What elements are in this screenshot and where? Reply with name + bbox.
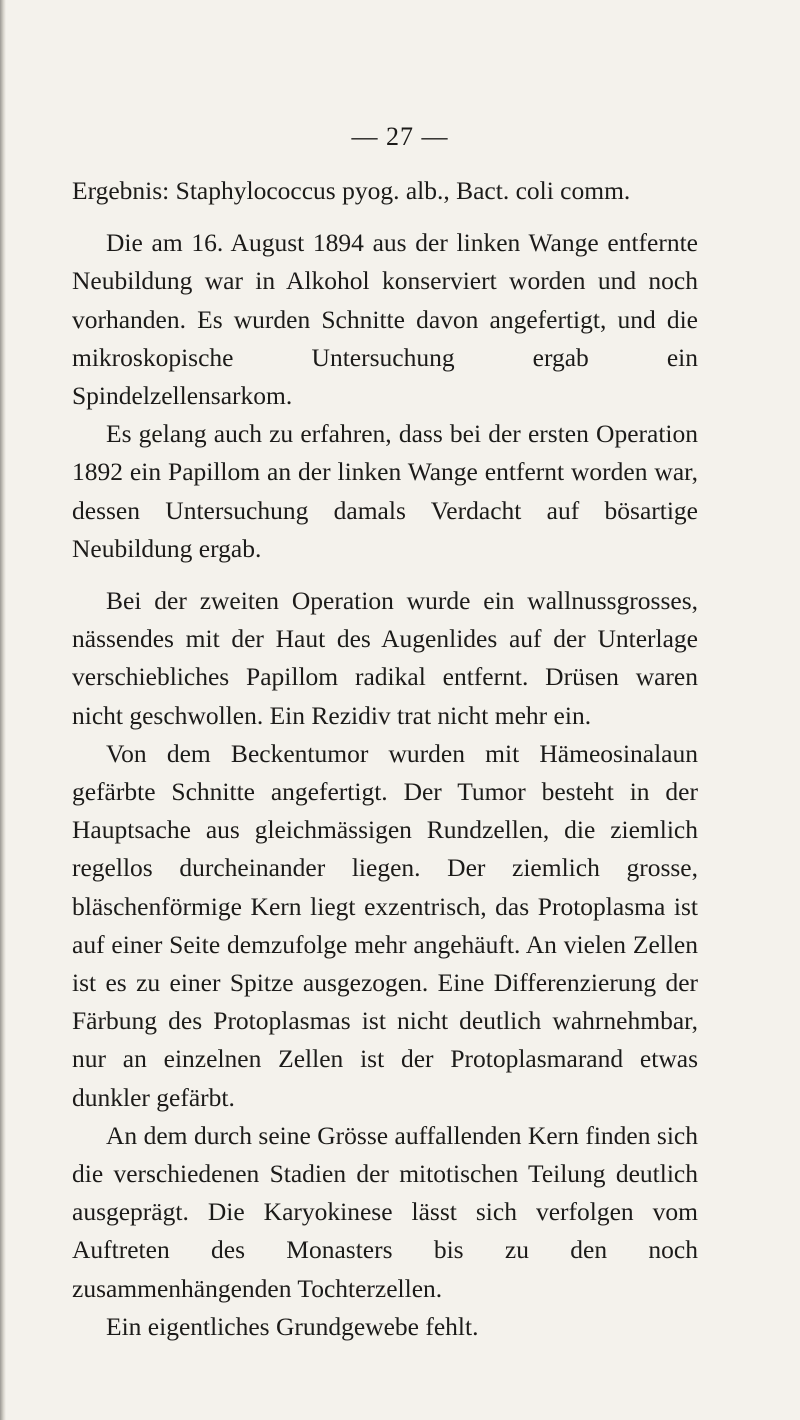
paragraph-second-operation: Bei der zweiten Operation wurde ein wallnussgrosses, nässendes mit der Haut des Augenlides auf der Unterlage verschiebliches Papillom radikal entfernt. Drüsen waren nicht geschwollen. Ein Rezidiv trat nicht mehr ein. — [72, 586, 698, 730]
paragraph-ground-tissue: Ein eigentliches Grundgewebe fehlt. — [106, 1311, 479, 1341]
paragraph-neoplasm: Die am 16. August 1894 aus der linken Wange entfernte Neubildung war in Alkohol konserviert worden und noch vorhanden. Es wurden Schnitte davon angefertigt, und die mikroskopische Untersuchung ergab ein Spindelzellensarkom. — [72, 228, 698, 411]
paragraph-nucleus: An dem durch seine Grösse auffallenden Kern finden sich die verschiedenen Stadien der mitotischen Teilung deutlich ausgeprägt. Die Karyokinese lässt sich verfolgen vom Auftreten des Monasters bis zu den noch zusammenhängenden Tochterzellen. — [72, 1120, 698, 1303]
page-body — [72, 172, 698, 1346]
paragraph-result: Ergebnis: Staphylococcus pyog. alb., Bact. coli comm. — [72, 176, 631, 205]
paragraph-pelvic-tumor: Von dem Beckentumor wurden mit Hämeosinalaun gefärbte Schnitte angefertigt. Der Tumor besteht in der Hauptsache aus gleichmässigen Rundzellen, die ziemlich regellos durcheinander liegen. Der ziemlich grosse, bläschenförmige Kern liegt exzentrisch, das Protoplasma ist auf einer Seite demzufolge mehr angehäuft. An vielen Zellen ist es zu einer Spitze ausgezogen. Eine Differenzierung der Färbung des Protoplasmas ist nicht deutlich wahrnehmbar, nur an einzelnen Zellen ist der Protoplasmarand etwas dunkler gefärbt. — [72, 738, 698, 1112]
paragraph-first-operation: Es gelang auch zu erfahren, dass bei der ersten Operation 1892 ein Papillom an der linken Wange entfernt worden war, dessen Untersuchung damals Verdacht auf bösartige Neubildung ergab. — [72, 419, 698, 563]
page-number: — 27 — — [351, 122, 449, 151]
